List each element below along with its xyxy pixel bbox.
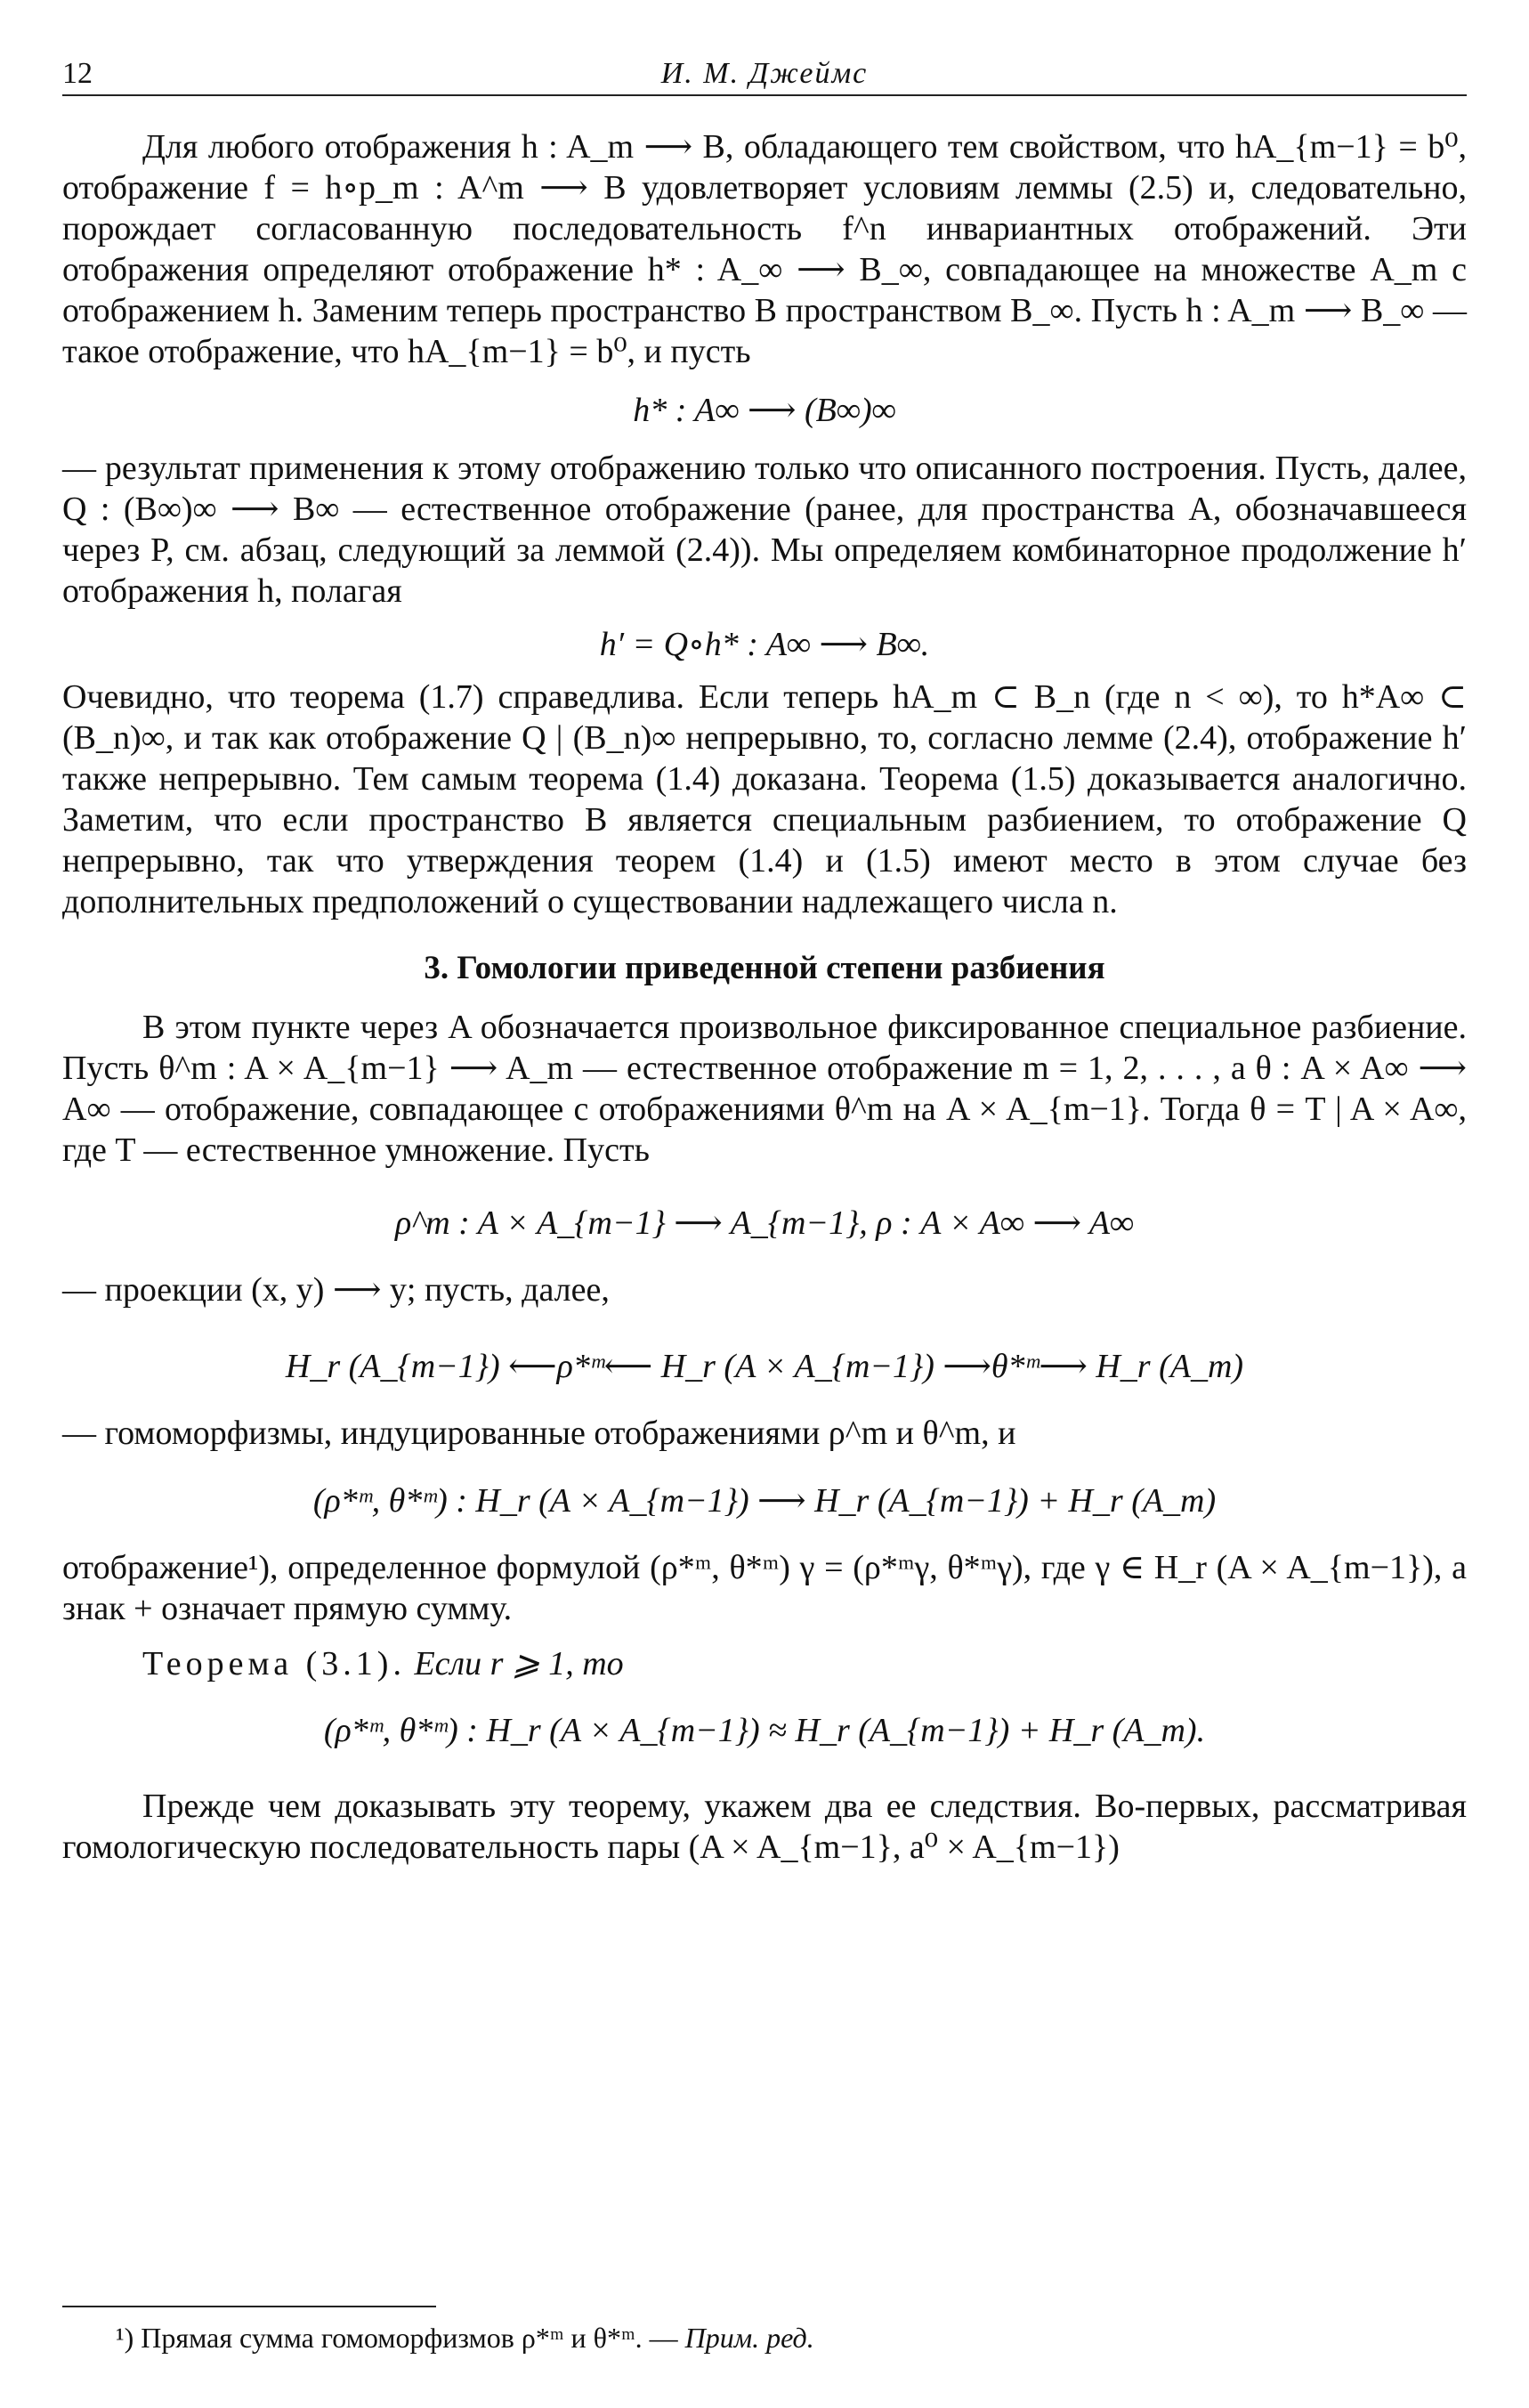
- paragraph-7: отображение¹), определенное формулой (ρ*ᵐ, θ*ᵐ) γ = (ρ*ᵐγ, θ*ᵐγ), где γ ∈ H_r (A × A_{m−1}), а знак + означает прямую сумму.: [62, 1549, 1467, 1627]
- footnote-editor-note: Прим. ред.: [684, 2322, 814, 2354]
- paragraph-2: — результат применения к этому отображению только что описанного построения. Пусть, далее, Q : (B∞)∞ ⟶ B∞ — естественное отображение (ранее, для пространства A, обозначавшееся через P, см. абзац, следующий за леммой (2.4)). Мы определяем комбинаторное продолжение h′ отображения h, полагая: [62, 450, 1467, 610]
- page-number: 12: [62, 57, 93, 90]
- paragraph-6: — гомоморфизмы, индуцированные отображениями ρ^m и θ^m, и: [62, 1415, 1016, 1452]
- formula-2: h′ = Q∘h* : A∞ ⟶ B∞.: [599, 626, 930, 663]
- page-header: [62, 52, 1467, 96]
- theorem-text: Если r ⩾ 1, то: [414, 1645, 624, 1682]
- paragraph-1: Для любого отображения h : A_m ⟶ B, обладающего тем свойством, что hA_{m−1} = b⁰, отображение f = h∘p_m : A^m ⟶ B удовлетворяет условиям леммы (2.5) и, следовательно, порождает согласованную последовательность f^n инвариантных отображений. Эти отображения определяют отображение h* : A_∞ ⟶ B_∞, совпадающее на множестве A_m с отображением h. Заменим теперь пространство B пространством B_∞. Пусть h : A_m ⟶ B_∞ — такое отображение, что hA_{m−1} = b⁰, и пусть: [62, 128, 1467, 370]
- paragraph-5: — проекции (x, y) ⟶ y; пусть, далее,: [62, 1271, 610, 1309]
- paragraph-3: Очевидно, что теорема (1.7) справедлива. Если теперь hA_m ⊂ B_n (где n < ∞), то h*A∞ ⊂ (B_n)∞, и так как отображение Q | (B_n)∞ непрерывно, то, согласно лемме (2.4), отображение h′ также непрерывно. Тем самым теорема (1.4) доказана. Теорема (1.5) доказывается аналогично. Заметим, что если пространство B является специальным разбиением, то отображение Q непрерывно, так что утверждения теорем (1.4) и (1.5) имеют место в этом случае без дополнительных предположений о существовании надлежащего числа n.: [62, 678, 1467, 920]
- paragraph-8: Прежде чем доказывать эту теорему, укажем два ее следствия. Во-первых, рассматривая гомологическую последовательность пары (A × A_{m−1}, a⁰ × A_{m−1}): [62, 1788, 1467, 1866]
- formula-4: H_r (A_{m−1}) ⟵ρ*ᵐ⟵ H_r (A × A_{m−1}) ⟶θ*ᵐ⟶ H_r (A_m): [285, 1348, 1244, 1385]
- page: [62, 52, 1467, 1868]
- footnote-rule: [62, 2306, 436, 2307]
- running-title: И. М. Джеймс: [660, 57, 869, 90]
- formula-5: (ρ*ᵐ, θ*ᵐ) : H_r (A × A_{m−1}) ⟶ H_r (A_{m−1}) + H_r (A_m): [312, 1482, 1217, 1520]
- footnote: [116, 2322, 814, 2355]
- paragraph-4: В этом пункте через A обозначается произвольное фиксированное специальное разбиение. Пусть θ^m : A × A_{m−1} ⟶ A_m — естественное отображение m = 1, 2, . . . , а θ : A × A∞ ⟶ A∞ — отображение, совпадающее с отображениями θ^m на A × A_{m−1}. Тогда θ = T | A × A∞, где T — естественное умножение. Пусть: [62, 1009, 1467, 1169]
- formula-3: ρ^m : A × A_{m−1} ⟶ A_{m−1}, ρ : A × A∞ ⟶ A∞: [394, 1204, 1135, 1242]
- formula-1: h* : A∞ ⟶ (B∞)∞: [633, 392, 896, 429]
- section-title: 3. Гомологии приведенной степени разбиения: [424, 950, 1105, 986]
- formula-6: (ρ*ᵐ, θ*ᵐ) : H_r (A × A_{m−1}) ≈ H_r (A_{m−1}) + H_r (A_m).: [323, 1712, 1206, 1749]
- footnote-text: ¹) Прямая сумма гомоморфизмов ρ*ᵐ и θ*ᵐ. —: [116, 2322, 678, 2354]
- theorem-label: Теорема (3.1).: [142, 1645, 406, 1682]
- theorem-3-1: [62, 1643, 1467, 1684]
